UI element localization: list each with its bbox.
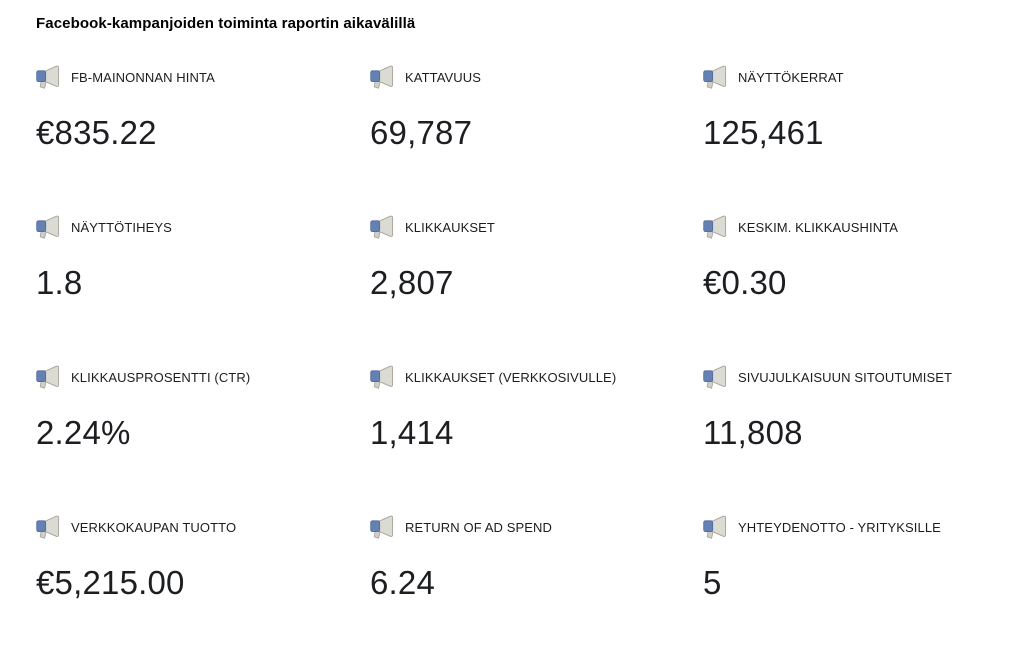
metric-value: 125,461 xyxy=(703,114,824,151)
megaphone-grip xyxy=(704,370,713,381)
metric-value: 1.8 xyxy=(36,264,83,301)
metric-header xyxy=(36,514,370,540)
metric-card xyxy=(36,64,370,214)
megaphone-grip xyxy=(371,220,380,231)
metric-card xyxy=(703,64,1024,214)
metric-header xyxy=(36,214,370,240)
metric-value: 2.24% xyxy=(36,414,131,451)
metric-value: €5,215.00 xyxy=(36,564,185,601)
metric-label: KLIKKAUKSET (VERKKOSIVULLE) xyxy=(405,369,617,385)
megaphone-grip xyxy=(37,70,46,81)
metric-value: €0.30 xyxy=(703,264,787,301)
metric-value: 69,787 xyxy=(370,114,473,151)
metric-value: 6.24 xyxy=(370,564,436,601)
megaphone-grip xyxy=(37,370,46,381)
metric-header xyxy=(703,64,1024,90)
metric-label: KATTAVUUS xyxy=(405,69,482,85)
megaphone-horn xyxy=(45,216,59,236)
megaphone-icon xyxy=(703,215,730,240)
metric-value: 2,807 xyxy=(370,264,454,301)
megaphone-icon xyxy=(370,65,397,90)
metric-card xyxy=(370,364,703,514)
metric-label: NÄYTTÖKERRAT xyxy=(738,69,844,85)
megaphone-horn xyxy=(712,66,726,86)
megaphone-horn xyxy=(712,216,726,236)
report-title: Facebook-kampanjoiden toiminta raportin aikavälillä xyxy=(36,15,416,32)
metric-label: NÄYTTÖTIHEYS xyxy=(71,219,172,235)
metric-label: KLIKKAUKSET xyxy=(405,219,495,235)
metric-label: KLIKKAUSPROSENTTI (CTR) xyxy=(71,369,251,385)
megaphone-horn xyxy=(45,366,59,386)
metric-card xyxy=(370,64,703,214)
megaphone-grip xyxy=(37,220,46,231)
megaphone-horn xyxy=(379,66,393,86)
metric-header xyxy=(703,514,1024,540)
megaphone-icon xyxy=(703,365,730,390)
megaphone-icon xyxy=(36,65,63,90)
megaphone-icon xyxy=(370,365,397,390)
metric-card xyxy=(703,214,1024,364)
megaphone-grip xyxy=(37,520,46,531)
megaphone-grip xyxy=(371,70,380,81)
megaphone-icon xyxy=(370,515,397,540)
metric-card xyxy=(370,514,703,646)
metric-header xyxy=(370,64,703,90)
metric-card xyxy=(36,364,370,514)
megaphone-horn xyxy=(379,216,393,236)
metric-label: RETURN OF AD SPEND xyxy=(405,519,552,535)
metric-header xyxy=(36,64,370,90)
metric-card xyxy=(36,214,370,364)
metric-header xyxy=(370,364,703,390)
megaphone-horn xyxy=(712,516,726,536)
metric-header xyxy=(370,214,703,240)
megaphone-icon xyxy=(36,215,63,240)
megaphone-grip xyxy=(704,70,713,81)
megaphone-grip xyxy=(704,520,713,531)
megaphone-icon xyxy=(703,65,730,90)
metric-value: 1,414 xyxy=(370,414,454,451)
metric-label: KESKIM. KLIKKAUSHINTA xyxy=(738,219,899,235)
metric-label: VERKKOKAUPAN TUOTTO xyxy=(71,519,237,535)
metric-value: 5 xyxy=(703,564,722,601)
metric-card xyxy=(36,514,370,646)
metric-card xyxy=(703,514,1024,646)
metric-value: €835.22 xyxy=(36,114,157,151)
megaphone-horn xyxy=(379,516,393,536)
metric-label: YHTEYDENOTTO - YRITYKSILLE xyxy=(738,519,941,535)
metric-header xyxy=(370,514,703,540)
metric-header xyxy=(703,214,1024,240)
megaphone-horn xyxy=(712,366,726,386)
megaphone-grip xyxy=(371,520,380,531)
megaphone-horn xyxy=(45,66,59,86)
metric-card xyxy=(703,364,1024,514)
megaphone-horn xyxy=(45,516,59,536)
metric-card xyxy=(370,214,703,364)
megaphone-horn xyxy=(379,366,393,386)
megaphone-icon xyxy=(36,515,63,540)
megaphone-icon xyxy=(703,515,730,540)
metric-header xyxy=(703,364,1024,390)
megaphone-icon xyxy=(370,215,397,240)
megaphone-grip xyxy=(371,370,380,381)
megaphone-icon xyxy=(36,365,63,390)
metrics-grid xyxy=(36,64,1024,646)
metric-label: FB-MAINONNAN HINTA xyxy=(71,69,215,85)
metric-value: 11,808 xyxy=(703,414,803,451)
megaphone-grip xyxy=(704,220,713,231)
metric-label: SIVUJULKAISUUN SITOUTUMISET xyxy=(738,369,953,385)
metric-header xyxy=(36,364,370,390)
